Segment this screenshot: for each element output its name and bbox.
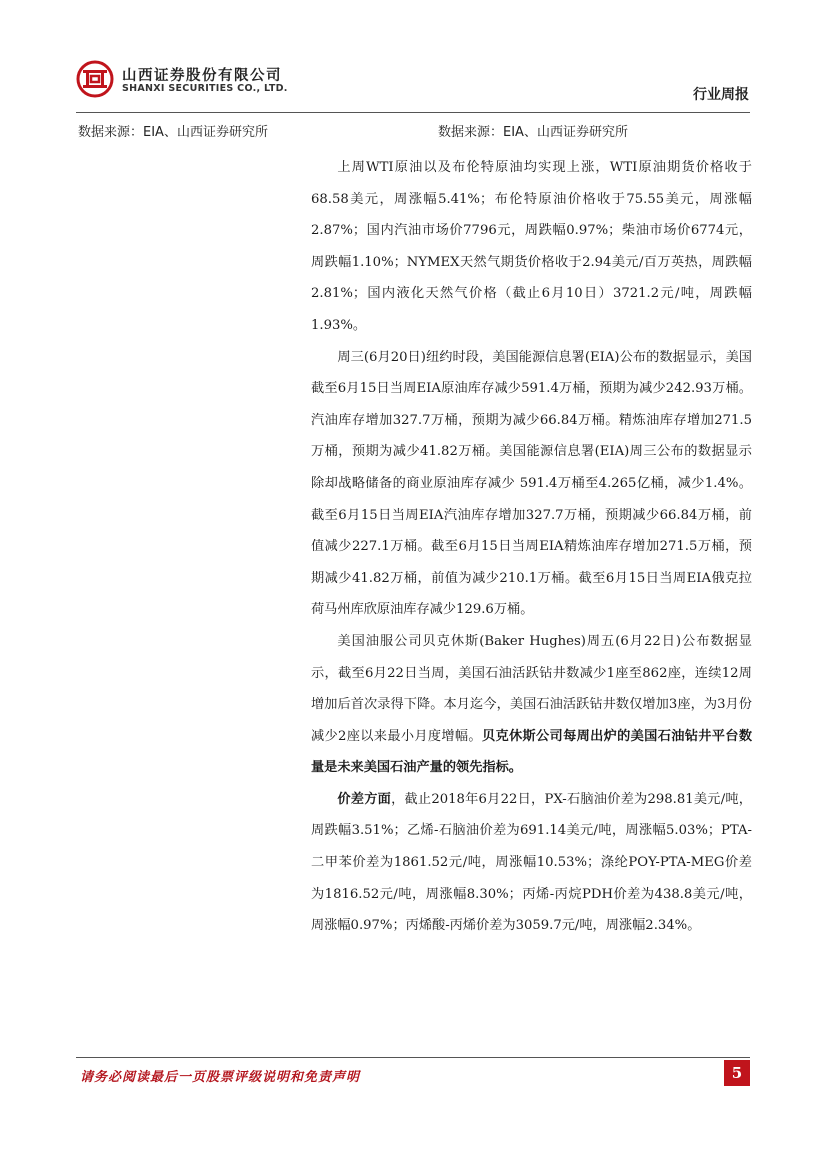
report-body — [311, 152, 752, 942]
spreads-text: ，截止2018年6月22日，PX-石脑油价差为298.81美元/吨，周跌幅3.51%；乙烯-石脑油价差为691.14美元/吨，周涨幅5.03%；PTA-二甲苯价差为1861.52元/吨，周涨幅10.53%；涤纶POY-PTA-MEG价差为1816.52元/吨，周涨幅8.30%；丙烯-丙烷PDH价差为438.8美元/吨，周涨幅0.97%；丙烯酸-丙烯价差为3059.7元/吨，周涨幅2.34%。 — [311, 791, 752, 934]
paragraph-oil-prices: 上周WTI原油以及布伦特原油均实现上涨，WTI原油期货价格收于68.58美元，周涨幅5.41%；布伦特原油价格收于75.55美元，周涨幅2.87%；国内汽油市场价7796元，周跌幅0.97%；柴油市场价6774元，周跌幅1.10%；NYMEX天然气期货价格收于2.94美元/百万英热，周跌幅2.81%；国内液化天然气价格（截止6月10日）3721.2元/吨，周跌幅1.93%。 — [311, 160, 752, 333]
header-divider — [76, 112, 750, 113]
report-type: 行业周报 — [693, 87, 749, 103]
paragraph-spreads — [311, 784, 752, 942]
paragraph-eia-inventory: 周三(6月20日)纽约时段，美国能源信息署(EIA)公布的数据显示，美国截至6月15日当周EIA原油库存减少591.4万桶，预期为减少242.93万桶。汽油库存增加327.7万桶，预期为减少66.84万桶。精炼油库存增加271.5万桶，预期为减少41.82万桶。美国能源信息署(EIA)周三公布的数据显示除却战略储备的商业原油库存减少 591.4万桶至4.265亿桶，减少1.4%。截至6月15日当周EIA汽油库存增加327.7万桶，预期减少66.84万桶，前值减少227.1万桶。截至6月15日当周EIA精炼油库存增加271.5万桶，预期减少41.82万桶，前值为减少210.1万桶。截至6月15日当周EIA俄克拉荷马州库欣原油库存减少129.6万桶。 — [311, 349, 752, 618]
footer-divider — [76, 1057, 750, 1058]
rig-count-highlight: 贝克休斯公司每周出炉的美国石油钻井平台数量是未来美国石油产量的领先指标。 — [311, 728, 753, 776]
data-source-right: 数据来源：EIA、山西证券研究所 — [438, 125, 628, 140]
page-number: 5 — [724, 1060, 750, 1086]
paragraph-rig-count — [311, 626, 752, 784]
spreads-lead: 价差方面 — [337, 791, 392, 807]
company-name-cn: 山西证券股份有限公司 — [122, 68, 282, 84]
company-name-en: SHANXI SECURITIES CO., LTD. — [122, 83, 288, 94]
rig-count-text: 美国油服公司贝克休斯(Baker Hughes)周五(6月22日)公布数据显示，截至6月22日当周，美国石油活跃钻井数减少1座至862座，连续12周增加后首次录得下降。本月迄今，美国石油活跃钻井数仅增加3座，为3月份减少2座以来最小月度增幅。 — [311, 633, 752, 744]
disclaimer-link[interactable]: 请务必阅读最后一页股票评级说明和免责声明 — [80, 1070, 361, 1085]
shanxi-securities-logo-icon — [76, 60, 114, 98]
data-source-left: 数据来源：EIA、山西证券研究所 — [78, 125, 268, 140]
